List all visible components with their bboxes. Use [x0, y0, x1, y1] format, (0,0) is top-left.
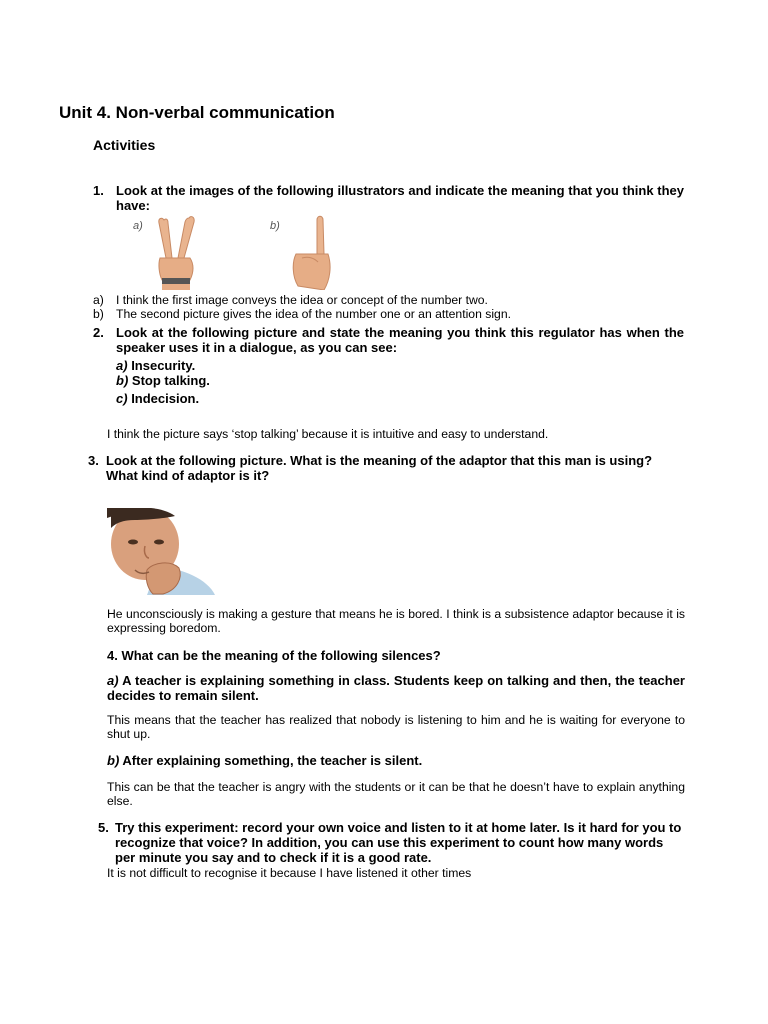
q4-b-marker: b) — [107, 753, 120, 768]
q1-answer-a: I think the first image conveys the idea or concept of the number two. — [116, 293, 488, 307]
man-thinking-photo — [107, 508, 215, 595]
image-label-a: a) — [133, 220, 143, 232]
q1-answer-b: The second picture gives the idea of the number one or an attention sign. — [116, 307, 511, 321]
q2-option-a — [116, 358, 195, 373]
q3-number: 3. — [88, 453, 99, 468]
pointing-hand-image — [288, 214, 334, 290]
q4-a — [107, 673, 685, 703]
q4-b-answer: This can be that the teacher is angry with the students or it can be that he doesn’t have to explain anything else. — [107, 780, 685, 808]
q2-text: Look at the following picture and state the meaning you think this regulator has when the speaker uses it in a dialogue, as you can see: — [116, 325, 684, 355]
q2-option-c — [116, 391, 199, 406]
q4-heading: 4. What can be the meaning of the following silences? — [107, 648, 441, 663]
q2-option-c-text: Indecision. — [131, 391, 200, 406]
q2-option-a-text: Insecurity. — [131, 358, 196, 373]
q1-answer-b-marker: b) — [93, 307, 104, 321]
q4-a-marker: a) — [107, 673, 119, 688]
q2-option-a-marker: a) — [116, 358, 128, 373]
q2-option-b — [116, 373, 210, 388]
q5-answer: It is not difficult to recognise it because I have listened it other times — [107, 866, 472, 880]
q2-option-b-text: Stop talking. — [131, 373, 210, 388]
q4-a-answer: This means that the teacher has realized that nobody is listening to him and he is waiting for everyone to shut up. — [107, 713, 685, 741]
q5-number: 5. — [98, 820, 109, 835]
q3-answer: He unconsciously is making a gesture that means he is bored. I think is a subsistence adaptor because it is expressing boredom. — [107, 607, 685, 635]
q1-text: Look at the images of the following illustrators and indicate the meaning that you think they have: — [116, 183, 684, 213]
q5-text: Try this experiment: record your own voice and listen to it at home later. Is it hard for you to recognize that voice? In addition, you can use this experiment to count how many words per minute you say and to check if it is a good rate. — [115, 820, 682, 865]
section-heading: Activities — [93, 137, 156, 153]
q1-answer-a-marker: a) — [93, 293, 104, 307]
q4-b — [107, 753, 422, 768]
q4-b-text: After explaining something, the teacher is silent. — [122, 753, 423, 768]
victory-hand-image — [152, 214, 200, 290]
q1-number: 1. — [93, 183, 104, 198]
q3-text: Look at the following picture. What is the meaning of the adaptor that this man is using? What kind of adaptor is it? — [106, 453, 653, 483]
q2-answer: I think the picture says ‘stop talking’ because it is intuitive and easy to understand. — [107, 427, 549, 441]
q2-option-b-marker: b) — [116, 373, 129, 388]
page-title: Unit 4. Non-verbal communication — [59, 103, 335, 122]
q4-a-text: A teacher is explaining something in class. Students keep on talking and then, the teacher decides to remain silent. — [107, 673, 685, 703]
image-label-b: b) — [270, 220, 280, 232]
q2-option-c-marker: c) — [116, 391, 128, 406]
q2-number: 2. — [93, 325, 104, 340]
